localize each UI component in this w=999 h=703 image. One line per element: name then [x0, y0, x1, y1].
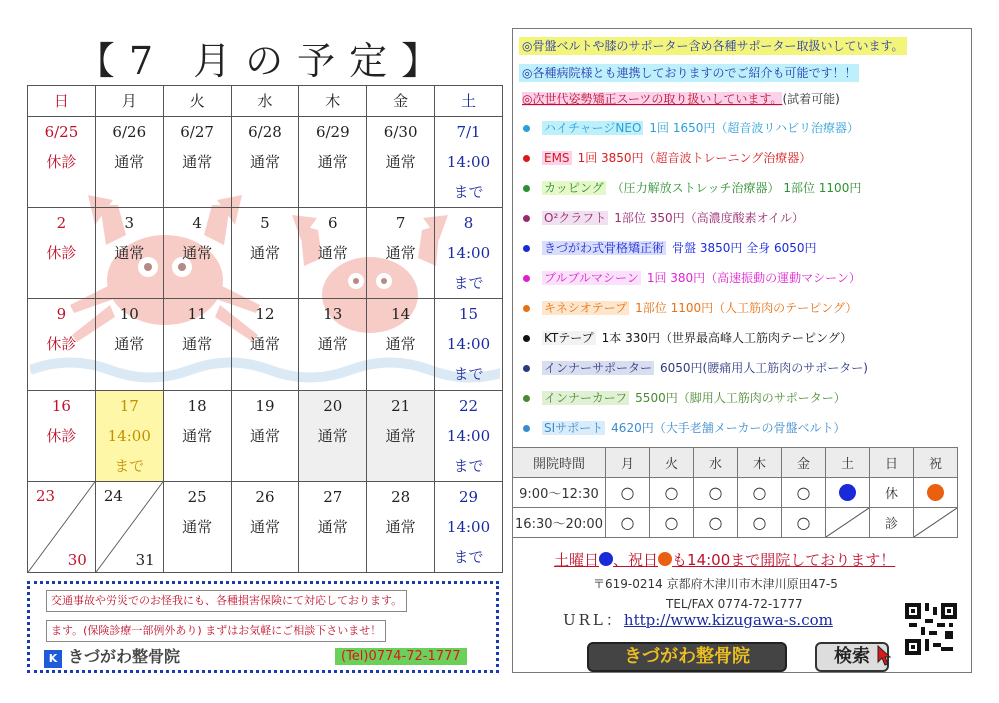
search-button[interactable]: 検索: [815, 642, 889, 672]
calendar-day: 18 通常: [163, 390, 231, 481]
bullet-icon: [523, 185, 530, 192]
service-item: [519, 357, 969, 379]
calendar-day: 6/26 通常: [95, 117, 163, 208]
service-detail: 1回 1650円（超音波リハビリ治療器）: [649, 121, 860, 135]
service-item: [519, 297, 969, 319]
hours-header: 開院時間: [513, 448, 606, 478]
service-item: [519, 117, 969, 139]
service-detail: （圧力解放ストレッチ治療器） 1部位 1100円: [611, 181, 862, 195]
calendar-day: 20 通常: [299, 390, 367, 481]
week-row: [28, 208, 503, 299]
calendar-day: 15 14:00 まで: [435, 299, 503, 390]
open-mark: ○: [606, 478, 650, 508]
bullet-icon: [523, 395, 530, 402]
website-link[interactable]: http://www.kizugawa-s.com: [623, 611, 833, 629]
calendar-day: 6/27 通常: [163, 117, 231, 208]
calendar-day: 14 通常: [367, 299, 435, 390]
service-detail: 1部位 350円（高濃度酸素オイル）: [614, 211, 805, 225]
hours-header: 月: [606, 448, 650, 478]
open-mark: ○: [738, 478, 782, 508]
calendar-day: 11 通常: [163, 299, 231, 390]
notice-line: 交通事故や労災でのお怪我にも、各種損害保険にて対応しております。: [46, 590, 407, 612]
weekday-header: 火: [163, 86, 231, 117]
saturday-mark-icon: [826, 478, 870, 508]
calendar-day: 6/25 休診: [28, 117, 96, 208]
calendar-day: 6/28 通常: [231, 117, 299, 208]
hours-time: 9:00～12:30: [513, 478, 606, 508]
calendar-day: 3 通常: [95, 208, 163, 299]
hours-header: 金: [782, 448, 826, 478]
bullet-icon: [523, 155, 530, 162]
service-item: [519, 207, 969, 229]
service-name: インナーカーフ: [544, 391, 628, 405]
service-name: SIサポート: [544, 421, 604, 435]
service-detail: 1部位 1100円（人工筋肉のテーピング）: [635, 301, 858, 315]
service-name: きづがわ式骨格矯正術: [544, 241, 665, 255]
weekday-header: 日: [28, 86, 96, 117]
service-name: ブルブルマシーン: [544, 271, 639, 285]
bullet-icon: [523, 125, 530, 132]
calendar-day: 27 通常: [299, 481, 367, 572]
service-detail: 5500円（脚用人工筋肉のサポーター）: [635, 391, 846, 405]
calendar-day: 2 休診: [28, 208, 96, 299]
cursor-icon: [877, 645, 891, 667]
open-mark: ○: [694, 508, 738, 538]
week-row: [28, 390, 503, 481]
holiday-dot-icon: [658, 552, 672, 566]
calendar-day: 25 通常: [163, 481, 231, 572]
bullet-icon: [523, 335, 530, 342]
service-name: キネシオテープ: [544, 301, 628, 315]
service-detail: 1回 3850円（超音波トレーニング治療器）: [577, 151, 812, 165]
calendar-day-highlight: 17 14:00 まで: [95, 390, 163, 481]
week-row: [28, 299, 503, 390]
hours-header: 土: [826, 448, 870, 478]
qr-code-icon: [905, 603, 957, 655]
weekday-header: 土: [435, 86, 503, 117]
weekday-header: 月: [95, 86, 163, 117]
closed-slash: [914, 508, 958, 538]
calendar-day: 12 通常: [231, 299, 299, 390]
open-mark: ○: [782, 478, 826, 508]
weekday-header: 金: [367, 86, 435, 117]
info-panel: [512, 28, 972, 673]
service-item: [519, 417, 969, 439]
info-line: ◎骨盤ベルトや膝のサポーター含め各種サポーター取扱いしています。: [519, 37, 907, 55]
hours-header: 火: [650, 448, 694, 478]
bullet-icon: [523, 425, 530, 432]
service-name: KTテープ: [544, 331, 594, 345]
hours-header: 日: [870, 448, 914, 478]
bullet-icon: [523, 305, 530, 312]
hours-header: 水: [694, 448, 738, 478]
page-title: 【7 月の予定】: [76, 39, 454, 83]
calendar-day-split: 24 31: [95, 481, 163, 572]
closed-label: 診: [870, 508, 914, 538]
address: 〒619-0214 京都府木津川市木津川原田47-5: [593, 577, 838, 591]
bullet-icon: [523, 215, 530, 222]
bullet-icon: [523, 245, 530, 252]
calendar-day: 6/30 通常: [367, 117, 435, 208]
tel-badge: (Tel)0774-72-1777: [335, 648, 467, 665]
service-name: EMS: [544, 151, 570, 165]
open-mark: ○: [738, 508, 782, 538]
hours-header: 祝: [914, 448, 958, 478]
service-item: [519, 237, 969, 259]
service-name: O²クラフト: [544, 211, 607, 225]
service-item: [519, 177, 969, 199]
calendar-day: 6 通常: [299, 208, 367, 299]
calendar-day: 28 通常: [367, 481, 435, 572]
notice-line: ます。(保険診療一部例外あり) まずはお気軽にご相談下さいませ！: [46, 620, 386, 642]
calendar-day: 16 休診: [28, 390, 96, 481]
logo-mark-icon: K: [44, 650, 62, 668]
week-row: [28, 481, 503, 572]
saturday-dot-icon: [599, 552, 613, 566]
closed-label: 休: [870, 478, 914, 508]
calendar-day: 22 14:00 まで: [435, 390, 503, 481]
service-detail: 4620円（大手老舗メーカーの骨盤ベルト）: [611, 421, 846, 435]
hours-header: 木: [738, 448, 782, 478]
open-mark: ○: [606, 508, 650, 538]
calendar-day: 21 通常: [367, 390, 435, 481]
service-item: [519, 147, 969, 169]
calendar-day: 10 通常: [95, 299, 163, 390]
calendar-day: 5 通常: [231, 208, 299, 299]
clinic-logo: K きづがわ整骨院: [44, 644, 180, 668]
service-detail: 6050円(腰痛用人工筋肉のサポーター): [660, 361, 868, 375]
service-item: [519, 267, 969, 289]
service-detail: 1本 330円（世界最高峰人工筋肉テーピング）: [601, 331, 853, 345]
week-row: [28, 117, 503, 208]
calendar-day: 8 14:00 まで: [435, 208, 503, 299]
calendar-day: 4 通常: [163, 208, 231, 299]
info-line: ◎次世代姿勢矯正スーツの取り扱いしています。(試着可能): [522, 92, 840, 106]
calendar-day: 9 休診: [28, 299, 96, 390]
calendar-day: 19 通常: [231, 390, 299, 481]
url-row: URL：http://www.kizugawa-s.com: [563, 611, 833, 629]
service-item: [519, 387, 969, 409]
service-name: ハイチャージNEO: [544, 121, 642, 135]
service-name: カッピング: [544, 181, 604, 195]
open-mark: ○: [650, 508, 694, 538]
open-mark: ○: [694, 478, 738, 508]
notice-box: [27, 581, 499, 673]
open-mark: ○: [782, 508, 826, 538]
weekday-header: 木: [299, 86, 367, 117]
info-line: ◎各種病院様とも連携しておりますのでご紹介も可能です！！: [519, 64, 859, 82]
open-mark: ○: [650, 478, 694, 508]
hours-table: [512, 447, 958, 538]
calendar-day: 7/1 14:00 まで: [435, 117, 503, 208]
weekday-header: 水: [231, 86, 299, 117]
calendar-table: [27, 85, 503, 573]
calendar-day: 26 通常: [231, 481, 299, 572]
service-item: [519, 327, 969, 349]
weekend-note: 土曜日 、祝日 も14:00まで開院しております！: [554, 551, 896, 569]
calendar-day: 7 通常: [367, 208, 435, 299]
calendar-day: 13 通常: [299, 299, 367, 390]
clinic-name-button[interactable]: きづがわ整骨院: [587, 642, 787, 672]
tel-fax: TEL/FAX 0774-72-1777: [666, 597, 803, 611]
calendar-day: 6/29 通常: [299, 117, 367, 208]
bullet-icon: [523, 365, 530, 372]
service-detail: 1回 380円（高速振動の運動マシーン）: [646, 271, 861, 285]
holiday-mark-icon: [914, 478, 958, 508]
hours-time: 16:30～20:00: [513, 508, 606, 538]
closed-slash: [826, 508, 870, 538]
service-detail: 骨盤 3850円 全身 6050円: [672, 241, 817, 255]
calendar-day: 29 14:00 まで: [435, 481, 503, 572]
bullet-icon: [523, 275, 530, 282]
calendar-day-split: 23 30: [28, 481, 96, 572]
service-name: インナーサポーター: [544, 361, 653, 375]
